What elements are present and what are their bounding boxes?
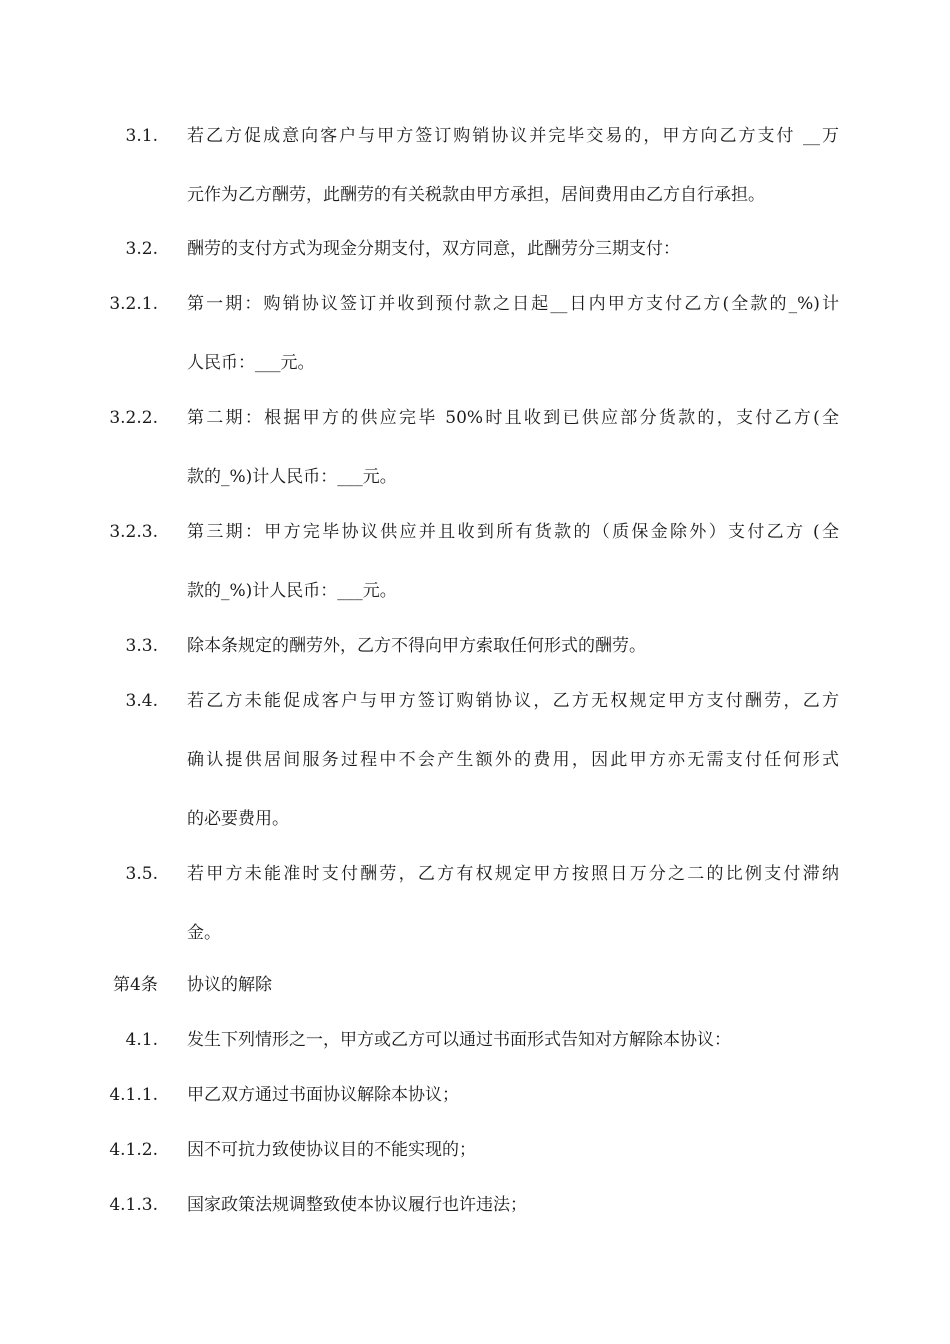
clause-number: 3.2. — [125, 239, 158, 259]
clause-text-line: 若甲方未能准时支付酬劳，乙方有权规定甲方按照日万分之二的比例支付滞纳 — [187, 864, 839, 884]
clause-text-line: 人民币：___元。 — [187, 353, 315, 373]
clause-number: 4.1.1. — [109, 1085, 158, 1105]
clause-text-line: 确认提供居间服务过程中不会产生额外的费用，因此甲方亦无需支付任何形式 — [187, 750, 839, 770]
clause-number: 3.4. — [125, 691, 158, 711]
clause-text-line: 元作为乙方酬劳，此酬劳的有关税款由甲方承担，居间费用由乙方自行承担。 — [187, 185, 765, 205]
clause-number: 4.1.2. — [109, 1140, 158, 1160]
clause-text-line: 第二期：根据甲方的供应完毕 50%时且收到已供应部分货款的，支付乙方(全 — [187, 408, 839, 428]
clause-text-line: 发生下列情形之一，甲方或乙方可以通过书面形式告知对方解除本协议： — [187, 1030, 731, 1050]
clause-text-line: 因不可抗力致使协议目的不能实现的； — [187, 1140, 476, 1160]
clause-text-line: 除本条规定的酬劳外，乙方不得向甲方索取任何形式的酬劳。 — [187, 636, 646, 656]
clause-number: 3.1. — [125, 126, 158, 146]
clause-text-line: 的必要费用。 — [187, 809, 289, 829]
article-title: 协议的解除 — [187, 975, 272, 995]
clause-number: 3.5. — [125, 864, 158, 884]
clause-number: 3.3. — [125, 636, 158, 656]
clause-text-line: 第三期：甲方完毕协议供应并且收到所有货款的（质保金除外）支付乙方 (全 — [187, 522, 839, 542]
clause-text-line: 金。 — [187, 923, 221, 943]
clause-number: 4.1.3. — [109, 1195, 158, 1215]
clause-text-line: 甲乙双方通过书面协议解除本协议； — [187, 1085, 459, 1105]
article-number: 第4条 — [113, 975, 158, 995]
clause-number: 3.2.1. — [109, 294, 158, 314]
clause-text-line: 国家政策法规调整致使本协议履行也许违法； — [187, 1195, 527, 1215]
clause-text-line: 若乙方促成意向客户与甲方签订购销协议并完毕交易的，甲方向乙方支付 __万 — [187, 126, 839, 146]
clause-text-line: 款的_%)计人民币：___元。 — [187, 581, 397, 601]
clause-text-line: 若乙方未能促成客户与甲方签订购销协议，乙方无权规定甲方支付酬劳，乙方 — [187, 691, 839, 711]
clause-number: 3.2.3. — [109, 522, 158, 542]
clause-number: 4.1. — [125, 1030, 158, 1050]
clause-number: 3.2.2. — [109, 408, 158, 428]
clause-text-line: 酬劳的支付方式为现金分期支付，双方同意，此酬劳分三期支付： — [187, 239, 680, 259]
clause-text-line: 款的_%)计人民币：___元。 — [187, 467, 397, 487]
clause-text-line: 第一期：购销协议签订并收到预付款之日起__日内甲方支付乙方(全款的_%)计 — [187, 294, 839, 314]
